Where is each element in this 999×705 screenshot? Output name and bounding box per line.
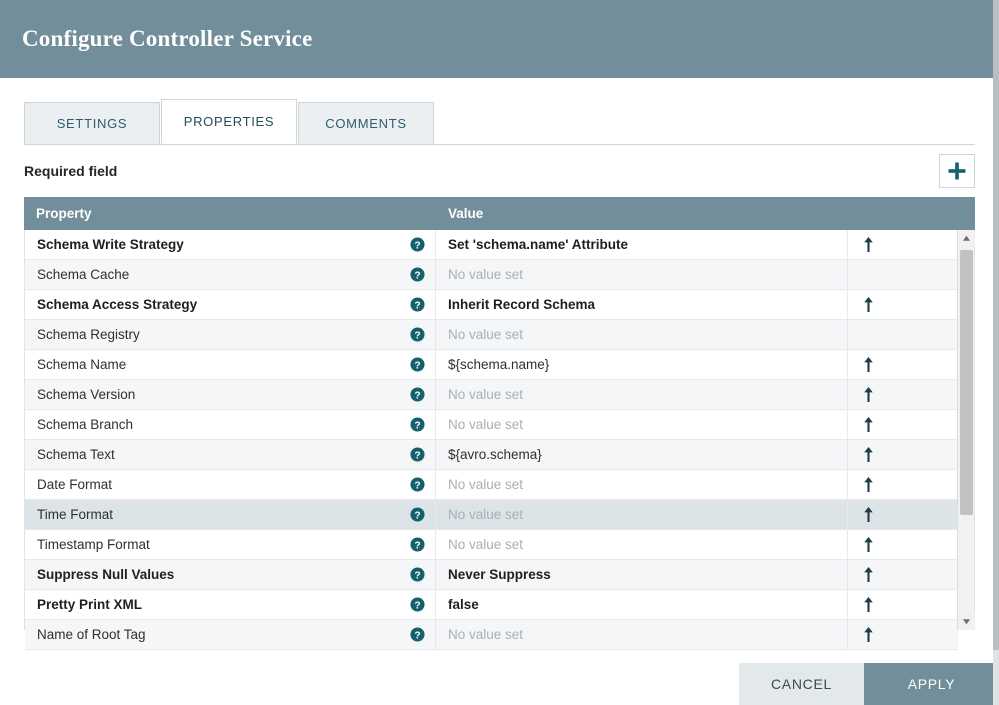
apply-button-label: APPLY bbox=[907, 676, 956, 692]
property-name-label: Name of Root Tag bbox=[37, 627, 146, 642]
help-icon[interactable] bbox=[410, 627, 425, 642]
property-name-cell bbox=[25, 470, 436, 499]
property-name-label: Schema Branch bbox=[37, 417, 134, 432]
svg-text:?: ? bbox=[414, 570, 421, 582]
property-action-cell bbox=[848, 320, 958, 349]
property-value-cell[interactable]: Never Suppress bbox=[436, 560, 848, 589]
property-value-cell[interactable]: No value set bbox=[436, 620, 848, 649]
go-to-icon[interactable] bbox=[862, 357, 875, 372]
property-value-cell[interactable]: No value set bbox=[436, 470, 848, 499]
tab-comments-label: COMMENTS bbox=[325, 116, 407, 131]
table-row[interactable] bbox=[25, 560, 958, 590]
table-body bbox=[24, 230, 975, 642]
tab-bar bbox=[24, 100, 975, 145]
scrollbar-thumb[interactable] bbox=[960, 250, 973, 515]
property-action-cell bbox=[848, 380, 958, 409]
page-title: Configure Controller Service bbox=[22, 26, 313, 51]
add-property-button[interactable] bbox=[939, 154, 975, 188]
go-to-icon[interactable] bbox=[862, 537, 875, 552]
property-value-cell[interactable]: Set 'schema.name' Attribute bbox=[436, 230, 848, 259]
property-name-label: Timestamp Format bbox=[37, 537, 150, 552]
column-header-property: Property bbox=[36, 206, 92, 221]
help-icon[interactable] bbox=[410, 387, 425, 402]
go-to-icon[interactable] bbox=[862, 567, 875, 582]
table-row[interactable] bbox=[25, 290, 958, 320]
help-icon[interactable] bbox=[410, 357, 425, 372]
property-action-cell bbox=[848, 470, 958, 499]
go-to-icon[interactable] bbox=[862, 597, 875, 612]
scroll-up-button[interactable] bbox=[958, 230, 975, 247]
property-value-cell[interactable]: No value set bbox=[436, 530, 848, 559]
property-value-cell[interactable]: No value set bbox=[436, 320, 848, 349]
dialog-footer bbox=[0, 663, 999, 705]
page-scrollbar-thumb[interactable] bbox=[993, 0, 999, 650]
cancel-button-label: CANCEL bbox=[771, 676, 832, 692]
go-to-icon[interactable] bbox=[862, 297, 875, 312]
property-name-cell bbox=[25, 260, 436, 289]
property-name-cell bbox=[25, 410, 436, 439]
table-row[interactable] bbox=[25, 410, 958, 440]
tab-settings[interactable] bbox=[24, 102, 160, 144]
property-value-cell[interactable]: No value set bbox=[436, 380, 848, 409]
property-name-cell bbox=[25, 380, 436, 409]
svg-text:?: ? bbox=[414, 360, 421, 372]
go-to-icon[interactable] bbox=[862, 477, 875, 492]
property-name-cell bbox=[25, 440, 436, 469]
property-name-cell bbox=[25, 530, 436, 559]
property-action-cell bbox=[848, 410, 958, 439]
property-name-cell bbox=[25, 590, 436, 619]
property-name-cell bbox=[25, 500, 436, 529]
go-to-icon[interactable] bbox=[862, 237, 875, 252]
property-action-cell bbox=[848, 260, 958, 289]
property-action-cell bbox=[848, 290, 958, 319]
tab-settings-label: SETTINGS bbox=[56, 116, 128, 131]
svg-text:?: ? bbox=[414, 270, 421, 282]
dialog-body bbox=[0, 100, 999, 685]
property-name-label: Schema Write Strategy bbox=[37, 237, 184, 252]
property-value-cell[interactable]: No value set bbox=[436, 500, 848, 529]
property-value-cell[interactable]: ${avro.schema} bbox=[436, 440, 848, 469]
svg-text:?: ? bbox=[414, 480, 421, 492]
table-row[interactable] bbox=[25, 500, 958, 530]
help-icon[interactable] bbox=[410, 327, 425, 342]
property-value-cell[interactable]: false bbox=[436, 590, 848, 619]
properties-table bbox=[24, 197, 975, 642]
property-value-cell[interactable]: Inherit Record Schema bbox=[436, 290, 848, 319]
chevron-down-icon bbox=[962, 617, 971, 626]
help-icon[interactable] bbox=[410, 297, 425, 312]
table-row[interactable] bbox=[25, 470, 958, 500]
svg-text:?: ? bbox=[414, 510, 421, 522]
dialog-title-bar bbox=[0, 0, 999, 78]
go-to-icon[interactable] bbox=[862, 387, 875, 402]
help-icon[interactable] bbox=[410, 417, 425, 432]
property-name-cell bbox=[25, 560, 436, 589]
svg-text:?: ? bbox=[414, 390, 421, 402]
help-icon[interactable] bbox=[410, 267, 425, 282]
table-row[interactable] bbox=[25, 260, 958, 290]
help-icon[interactable] bbox=[410, 537, 425, 552]
help-icon[interactable] bbox=[410, 237, 425, 252]
property-name-label: Schema Registry bbox=[37, 327, 140, 342]
table-row[interactable] bbox=[25, 620, 958, 650]
go-to-icon[interactable] bbox=[862, 447, 875, 462]
scroll-down-button[interactable] bbox=[958, 613, 975, 630]
property-action-cell bbox=[848, 590, 958, 619]
help-icon[interactable] bbox=[410, 477, 425, 492]
svg-text:?: ? bbox=[414, 420, 421, 432]
property-name-label: Suppress Null Values bbox=[37, 567, 175, 582]
help-icon[interactable] bbox=[410, 597, 425, 612]
tab-properties-label: PROPERTIES bbox=[183, 114, 275, 129]
property-name-cell bbox=[25, 230, 436, 259]
property-action-cell bbox=[848, 230, 958, 259]
table-row[interactable] bbox=[25, 320, 958, 350]
property-value-cell[interactable]: No value set bbox=[436, 410, 848, 439]
property-action-cell bbox=[848, 350, 958, 379]
cancel-button[interactable] bbox=[739, 663, 864, 705]
svg-text:?: ? bbox=[414, 600, 421, 612]
property-action-cell bbox=[848, 620, 958, 649]
go-to-icon[interactable] bbox=[862, 507, 875, 522]
svg-text:?: ? bbox=[414, 240, 421, 252]
property-name-cell bbox=[25, 290, 436, 319]
svg-text:?: ? bbox=[414, 540, 421, 552]
property-action-cell bbox=[848, 500, 958, 529]
property-name-label: Time Format bbox=[37, 507, 114, 522]
property-name-label: Date Format bbox=[37, 477, 113, 492]
svg-text:?: ? bbox=[414, 630, 421, 642]
table-row[interactable] bbox=[25, 440, 958, 470]
property-name-label: Schema Access Strategy bbox=[37, 297, 198, 312]
tab-comments[interactable] bbox=[298, 102, 434, 144]
help-icon[interactable] bbox=[410, 447, 425, 462]
table-row[interactable] bbox=[25, 590, 958, 620]
property-action-cell bbox=[848, 560, 958, 589]
property-action-cell bbox=[848, 440, 958, 469]
properties-toolbar bbox=[24, 145, 975, 197]
table-vertical-scrollbar[interactable] bbox=[957, 230, 974, 630]
go-to-icon[interactable] bbox=[862, 417, 875, 432]
tab-properties[interactable] bbox=[161, 99, 297, 144]
property-name-label: Schema Name bbox=[37, 357, 127, 372]
property-name-cell bbox=[25, 350, 436, 379]
property-name-label: Pretty Print XML bbox=[37, 597, 143, 612]
table-row[interactable] bbox=[25, 230, 958, 260]
apply-button[interactable] bbox=[864, 663, 999, 705]
table-header-row bbox=[24, 197, 975, 230]
property-name-label: Schema Cache bbox=[37, 267, 130, 282]
property-name-label: Schema Version bbox=[37, 387, 136, 402]
property-name-cell bbox=[25, 320, 436, 349]
property-value-cell[interactable]: No value set bbox=[436, 260, 848, 289]
chevron-up-icon bbox=[962, 234, 971, 243]
property-name-label: Schema Text bbox=[37, 447, 115, 462]
svg-text:?: ? bbox=[414, 450, 421, 462]
table-rows bbox=[25, 230, 958, 650]
table-row[interactable] bbox=[25, 530, 958, 560]
go-to-icon[interactable] bbox=[862, 627, 875, 642]
column-header-value: Value bbox=[448, 206, 484, 221]
table-row[interactable] bbox=[25, 380, 958, 410]
table-row[interactable] bbox=[25, 350, 958, 380]
property-value-cell[interactable]: ${schema.name} bbox=[436, 350, 848, 379]
help-icon[interactable] bbox=[410, 507, 425, 522]
property-name-cell bbox=[25, 620, 436, 649]
required-field-label: Required field bbox=[24, 163, 118, 179]
plus-icon bbox=[947, 161, 967, 181]
property-action-cell bbox=[848, 530, 958, 559]
svg-text:?: ? bbox=[414, 300, 421, 312]
help-icon[interactable] bbox=[410, 567, 425, 582]
page-vertical-scrollbar[interactable] bbox=[993, 0, 999, 705]
svg-text:?: ? bbox=[414, 330, 421, 342]
